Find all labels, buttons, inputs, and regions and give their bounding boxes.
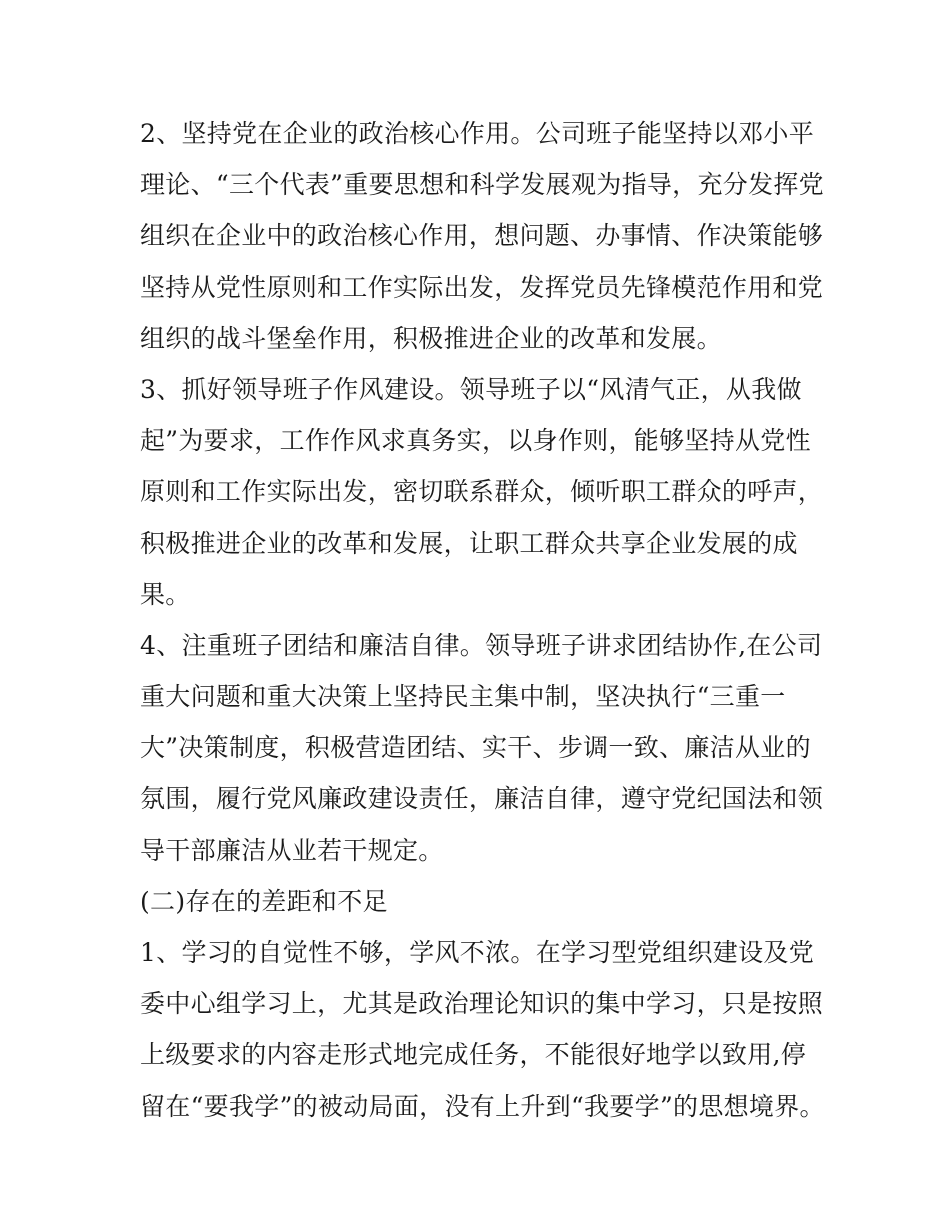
text-line: 原则和工作实际出发，密切联系群众，倾听职工群众的呼声， [140, 477, 824, 507]
text-line: 组织的战斗堡垒作用，积极推进企业的改革和发展。 [140, 323, 722, 353]
text-line: 重大问题和重大决策上坚持民主集中制，坚决执行“三重一 [140, 682, 786, 712]
text-line: 留在“要我学”的被动局面，没有上升到“我要学”的思想境界。 [140, 1091, 825, 1121]
text-line: 组织在企业中的政治核心作用，想问题、办事情、作决策能够 [140, 221, 824, 251]
section-heading: (二)存在的差距和不足 [140, 886, 388, 916]
text-line: 理论、“三个代表”重要思想和科学发展观为指导，充分发挥党 [140, 170, 824, 200]
text-line: 导干部廉洁从业若干规定。 [140, 835, 444, 865]
text-line: 起”为要求，工作作风求真务实，以身作则，能够坚持从党性 [140, 426, 811, 456]
text-line: 2、坚持党在企业的政治核心作用。公司班子能坚持以邓小平 [140, 119, 815, 148]
text-line: 委中心组学习上，尤其是政治理论知识的集中学习，只是按照 [140, 989, 824, 1019]
text-line: 3、抓好领导班子作风建设。领导班子以“风清气正，从我做 [140, 374, 802, 404]
text-line: 上级要求的内容走形式地完成任务，不能很好地学以致用,停 [140, 1040, 807, 1070]
text-line: 1、学习的自觉性不够，学风不浓。在学习型党组织建设及党 [140, 938, 815, 967]
text-line: 积极推进企业的改革和发展，让职工群众共享企业发展的成 [140, 528, 798, 558]
document-body [140, 108, 830, 1132]
text-line: 果。 [140, 579, 191, 609]
text-line: 氛围，履行党风廉政建设责任，廉洁自律，遵守党纪国法和领 [140, 784, 824, 814]
text-line: 4、注重班子团结和廉洁自律。领导班子讲求团结协作,在公司 [140, 630, 823, 660]
text-line: 坚持从党性原则和工作实际出发，发挥党员先锋模范作用和党 [140, 272, 824, 302]
text-line: 大”决策制度，积极营造团结、实干、步调一致、廉洁从业的 [140, 733, 811, 763]
